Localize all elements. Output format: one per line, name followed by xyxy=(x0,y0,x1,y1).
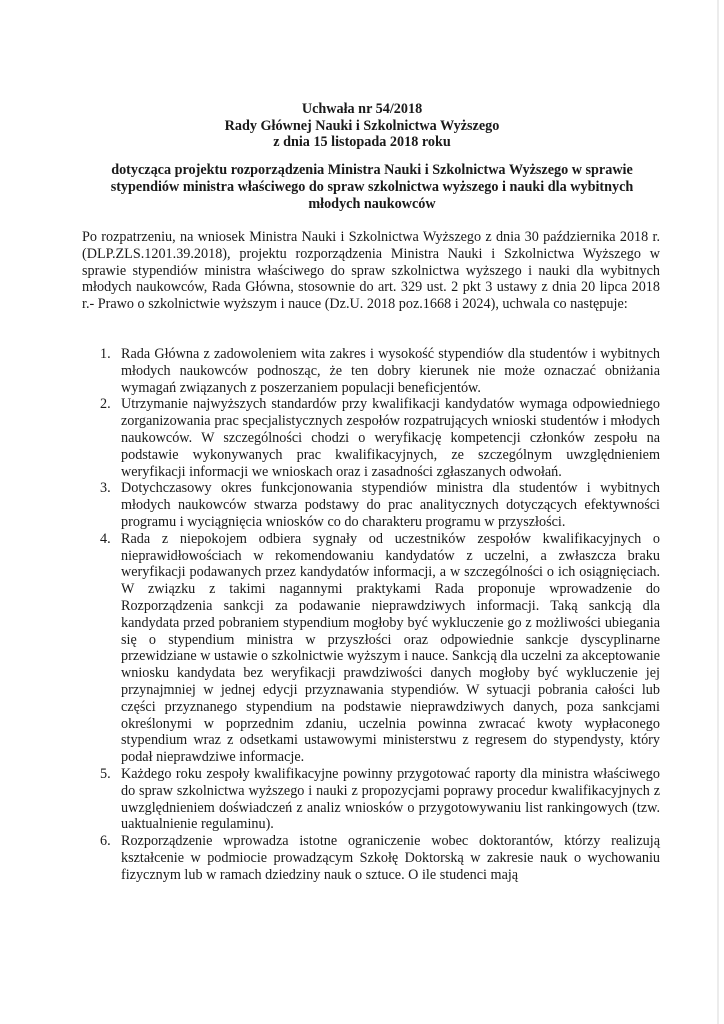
item-text: Dotychczasowy okres funkcjonowania stypendiów ministra dla studentów i wybitnych młodych naukowców stwarza podstawy do prac analitycznych dotyczących efektywności programu i wyciągnięcia wniosków co do charakteru programu w przyszłości. xyxy=(121,480,660,530)
item-text: Rozporządzenie wprowadza istotne ograniczenie wobec doktorantów, którzy realizują kształcenie w podmiocie prowadzącym Szkołę Doktorską w zakresie nauk o wychowaniu fizycznym lub w ramach dziedziny nauk o sztuce. O ile studenci mają xyxy=(121,833,660,883)
item-number: 1. xyxy=(100,346,111,362)
resolution-date: z dnia 15 listopada 2018 roku xyxy=(273,134,451,150)
resolution-item xyxy=(100,346,660,396)
item-text: Utrzymanie najwyższych standardów przy kwalifikacji kandydatów wymaga odpowiedniego zorganizowania prac specjalistycznych zespołów rozpatrujących wnioski studentów i młodych naukowców. W szczególności chodzi o weryfikację kompetencji członków zespołu na podstawie wykonywanych prac kwalifikacyjnych, ze szczególnym uwzględnieniem weryfikacji informacji we wnioskach oraz i zasadności zgłaszanych odwołań. xyxy=(121,396,660,480)
resolution-number: Uchwała nr 54/2018 xyxy=(301,101,423,117)
subject-line-3: młodych naukowców xyxy=(308,195,436,212)
page-edge xyxy=(717,0,719,1024)
item-number: 5. xyxy=(100,765,111,782)
resolution-item xyxy=(100,766,660,833)
intro-paragraph: Po rozpatrzeniu, na wniosek Ministra Nauki i Szkolnictwa Wyższego z dnia 30 października 2018 r. (DLP.ZLS.1201.39.2018), projektu rozporządzenia Ministra Nauki i Szkolnictwa Wyższego w sprawie stypendiów ministra właściwego do spraw szkolnictwa wyższego i nauki dla wybitnych młodych naukowców, Rada Główna, stosownie do art. 329 ust. 2 pkt 3 ustawy z dnia 20 lipca 2018 r.- Prawo o szkolnictwie wyższym i nauce (Dz.U. 2018 poz.1668 i 2024), uchwala co następuje: xyxy=(82,229,660,313)
item-number: 2. xyxy=(100,396,111,413)
subject-line-2: stypendiów ministra właściwego do spraw szkolnictwa wyższego i nauki dla wybitnych xyxy=(110,178,634,195)
resolution-item xyxy=(100,396,660,480)
issuing-body: Rady Głównej Nauki i Szkolnictwa Wyższego xyxy=(224,117,500,134)
item-number: 6. xyxy=(100,833,111,850)
item-text: Każdego roku zespoły kwalifikacyjne powinny przygotować raporty dla ministra właściwego do spraw szkolnictwa wyższego i nauki z propozycjami poprawy procedur kwalifikacyjnych z uwzględnieniem doświadczeń z analiz wniosków o przygotowywaniu list rankingowych (tzw. uaktualnienie regulaminu). xyxy=(121,765,660,833)
resolution-items-list xyxy=(100,346,660,884)
item-text: Rada Główna z zadowoleniem wita zakres i wysokość stypendiów dla studentów i wybitnych młodych naukowców podnosząc, że ten dobry kierunek nie może oznaczać obniżania wymagań związanych z poszerzaniem populacji beneficjentów. xyxy=(121,346,660,396)
resolution-header xyxy=(0,101,724,151)
item-number: 4. xyxy=(100,530,111,547)
item-text: Rada z niepokojem odbiera sygnały od uczestników zespołów kwalifikacyjnych o nieprawidłowościach w rekomendowaniu kandydatów z uczelni, a zwłaszcza braku weryfikacji podawanych przez kandydatów informacji, a w szczególności o ich osiągnięciach. W związku z takimi nagannymi praktykami Rada proponuje wprowadzenie do Rozporządzenia sankcji za podawanie nieprawdziwych informacji. Taką sankcją dla kandydata przed pobraniem stypendium mogłoby być wykluczenie go z możliwości ubiegania się o stypendium ministra w przyszłości oraz odpowiednie sankcje dyscyplinarne przewidziane w ustawie o szkolnictwie wyższym i nauce. Sankcją dla uczelni za akceptowanie wniosku kandydata bez weryfikacji prawdziwości danych mogłoby być wykluczenie jej przynajmniej w jednej edycji przyznawania stypendiów. W sytuacji pobrania całości lub części przyznanego stypendium na podstawie nieprawdziwych danych, poza sankcjami określonymi w poprzednim zdaniu, uczelnia powinna zwracać kwoty wypłaconego stypendium wraz z odsetkami ustawowymi ministerstwu z regresem do stypendysty, który podał nieprawdziwe informacje. xyxy=(121,530,660,766)
item-number: 3. xyxy=(100,480,111,497)
resolution-item xyxy=(100,480,660,530)
subject-line-1: dotycząca projektu rozporządzenia Ministra Nauki i Szkolnictwa Wyższego w sprawie xyxy=(111,162,633,178)
resolution-item xyxy=(100,531,660,766)
resolution-item xyxy=(100,833,660,883)
resolution-subject xyxy=(82,162,662,212)
